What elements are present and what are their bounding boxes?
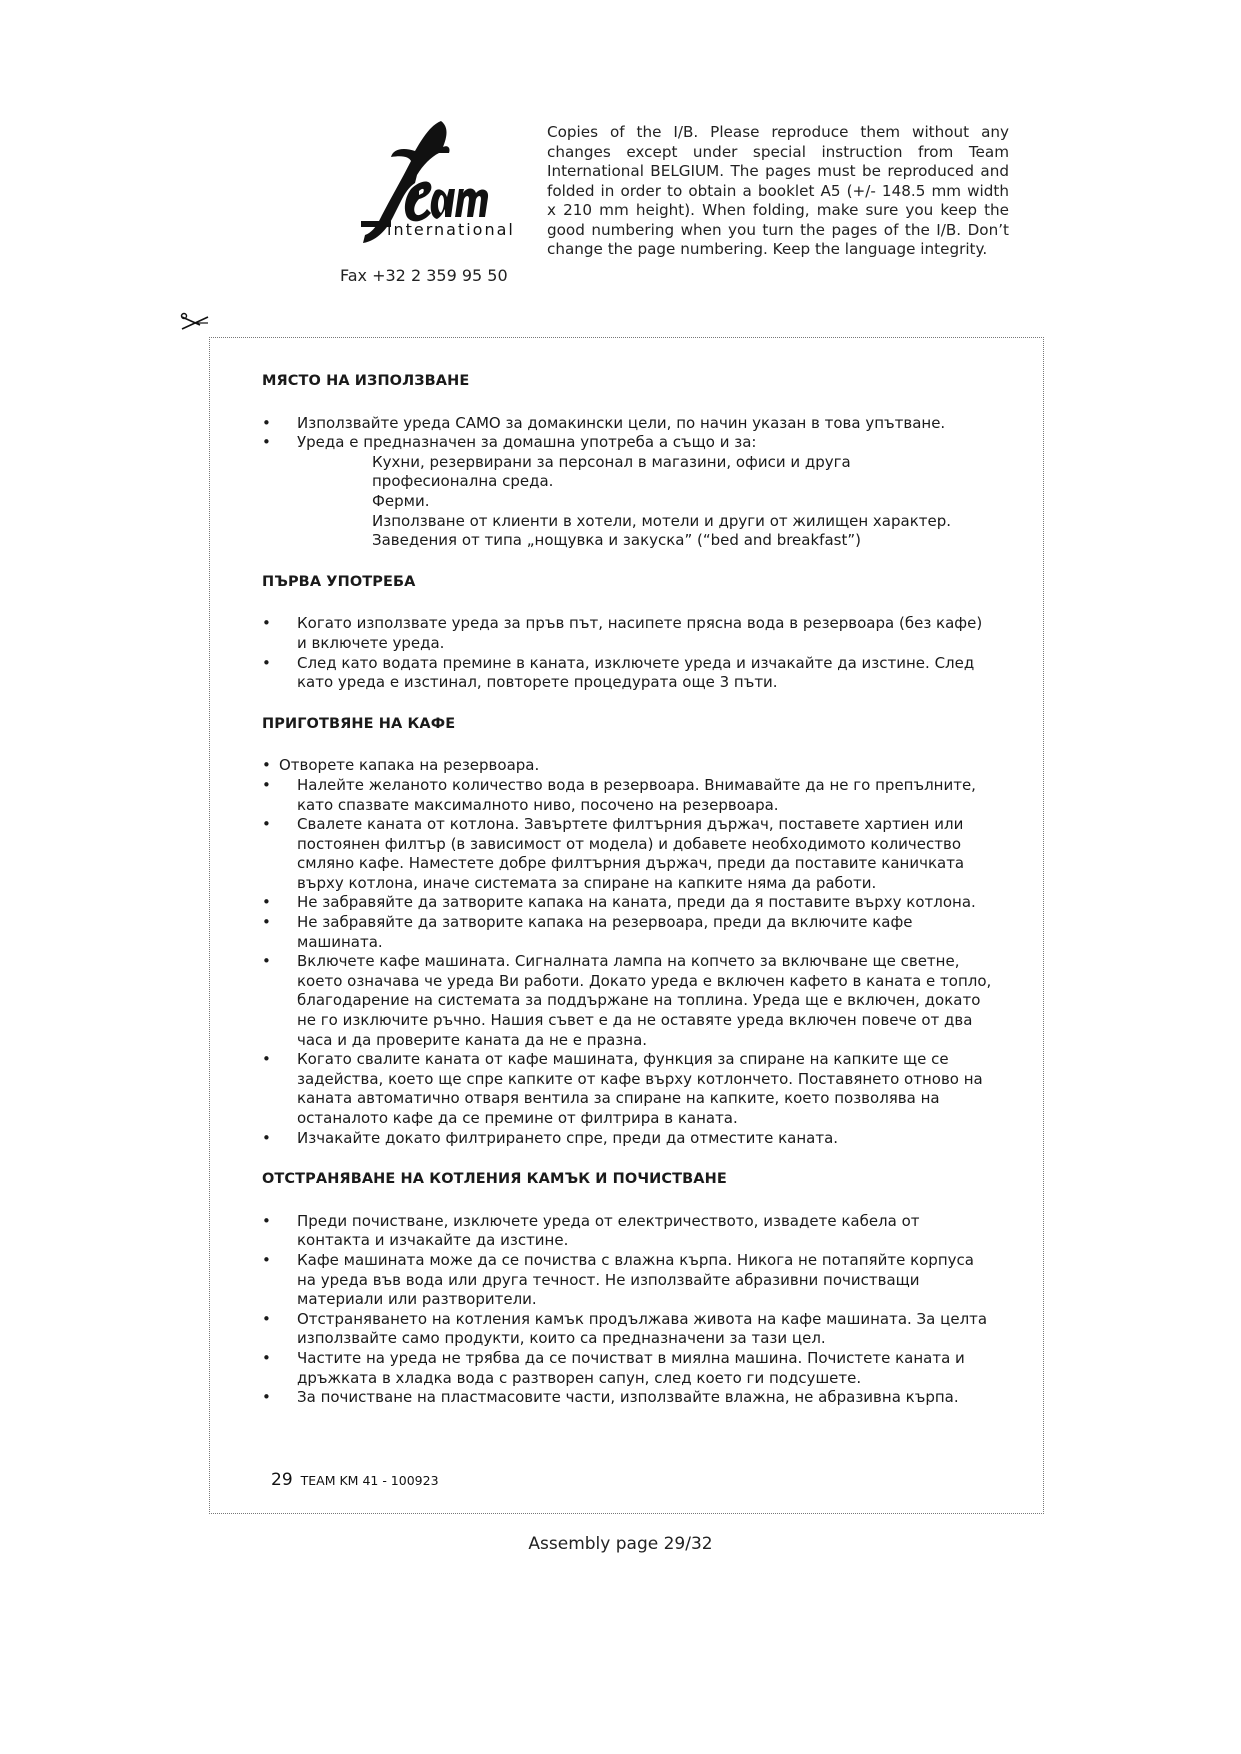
list-item: • Отстраняването на котления камък продължава живота на кафе машината. За целта използвайте само продукти, които са предназначени за тази цел. xyxy=(262,1310,992,1349)
model-code: TEAM KM 41 - 100923 xyxy=(300,1473,439,1488)
list-item: • Частите на уреда не трябва да се почистват в миялна машина. Почистете каната и дръжката в хладка вода с разтворен сапун, след което ги подсушете. xyxy=(262,1349,992,1388)
list-item: • За почистване на пластмасовите части, използвайте влажна, не абразивна кърпа. xyxy=(262,1388,992,1408)
svg-text:international: international xyxy=(387,220,513,239)
list-item: • Преди почистване, изключете уреда от електричеството, извадете кабела от контакта и изчакайте да изстине. xyxy=(262,1212,992,1251)
list-item: • Включете кафе машината. Сигналната лампа на копчето за включване ще светне, което означава че уреда Ви работи. Докато уреда е включен кафето в каната е топло, благодарение на системата за поддържане на топлина. Уреда ще е включен, докато не го изключите ръчно. Нашия съвет е да не оставяте уреда включен повече от два часа и да проверите каната да не е празна. xyxy=(262,952,992,1050)
coffee-list xyxy=(262,756,992,1148)
usage-subitems xyxy=(262,453,992,551)
list-item: • Кафе машината може да се почиства с влажна кърпа. Никога не потапяйте корпуса на уреда във вода или друга течност. Не използвайте абразивни почистващи материали или разтворители. xyxy=(262,1251,992,1310)
list-item: • Не забравяйте да затворите капака на каната, преди да я поставите върху котлона. xyxy=(262,893,992,913)
section-title-first-use: ПЪРВА УПОТРЕБА xyxy=(262,573,416,590)
page-number: 29 xyxy=(271,1470,293,1490)
list-item: • Уреда е предназначен за домашна употреба а също и за: xyxy=(262,433,992,453)
section-title-coffee: ПРИГОТВЯНЕ НА КАФЕ xyxy=(262,715,456,732)
sub-item: Заведения от типа „нощувка и закуска” (“bed and breakfast”) xyxy=(372,531,861,550)
list-item: • Когато свалите каната от кафе машината, функция за спиране на капките ще се задейства, което ще спре капките от кафе върху котлончето. Поставянето отново на каната автоматично отваря вентила за спиране на капките, което позволява на останалото кафе да се премине от филтрира в каната. xyxy=(262,1050,992,1128)
section-title-usage: МЯСТО НА ИЗПОЛЗВАНЕ xyxy=(262,373,470,389)
cleaning-list xyxy=(262,1212,992,1408)
list-item: • Изчакайте докато филтрирането спре, преди да отместите каната. xyxy=(262,1129,992,1149)
list-item: • Когато използвате уреда за пръв път, насипете прясна вода в резервоара (без кафе) и включете уреда. xyxy=(262,614,992,653)
team-international-logo xyxy=(343,117,513,257)
sub-item: Кухни, резервирани за персонал в магазини, офиси и друга професионална среда. xyxy=(372,452,851,491)
sub-item: Използване от клиенти в хотели, мотели и други от жилищен характер. xyxy=(372,511,952,530)
first-use-list xyxy=(262,614,992,692)
page-footer xyxy=(271,1470,439,1490)
list-item: • Използвайте уреда САМО за домакински цели, по начин указан в това упътване. xyxy=(262,414,992,434)
list-item: • Налейте желаното количество вода в резервоара. Внимавайте да не го препълните, като спазвате максималното ниво, посочено на резервоара. xyxy=(262,776,992,815)
sub-item: Ферми. xyxy=(372,491,430,510)
page-content xyxy=(262,372,992,1408)
list-item: • Не забравяйте да затворите капака на резервоара, преди да включите кафе машината. xyxy=(262,913,992,952)
list-item: • Свалете каната от котлона. Завъртете филтърния държач, поставете хартиен или постоянен филтър (в зависимост от модела) и добавете необходимото количество смляно кафе. Наместете добре филтърния държач, преди да поставите каничката върху котлона, иначе системата за спиране на капките няма да работи. xyxy=(262,815,992,893)
usage-list xyxy=(262,414,992,453)
scissors-icon xyxy=(180,311,210,333)
section-title-cleaning: ОТСТРАНЯВАНЕ НА КОТЛЕНИЯ КАМЪК И ПОЧИСТВАНЕ xyxy=(262,1171,727,1188)
list-item: • Отворете капака на резервоара. xyxy=(262,756,992,776)
fax-number: Fax +32 2 359 95 50 xyxy=(340,266,508,285)
list-item: • След като водата премине в каната, изключете уреда и изчакайте да изстине. След като уреда е изстинал, повторете процедурата още 3 пъти. xyxy=(262,654,992,693)
reproduction-instructions: Copies of the I/B. Please reproduce them without any changes except under special instruction from Team International BELGIUM. The pages must be reproduced and folded in order to obtain a booklet A5 (+/- 148.5 mm width x 210 mm height). When folding, make sure you keep the good numbering when you turn the pages of the I/B. Don’t change the page numbering. Keep the language integrity. xyxy=(547,123,1009,258)
assembly-page-label: Assembly page 29/32 xyxy=(528,1534,713,1554)
